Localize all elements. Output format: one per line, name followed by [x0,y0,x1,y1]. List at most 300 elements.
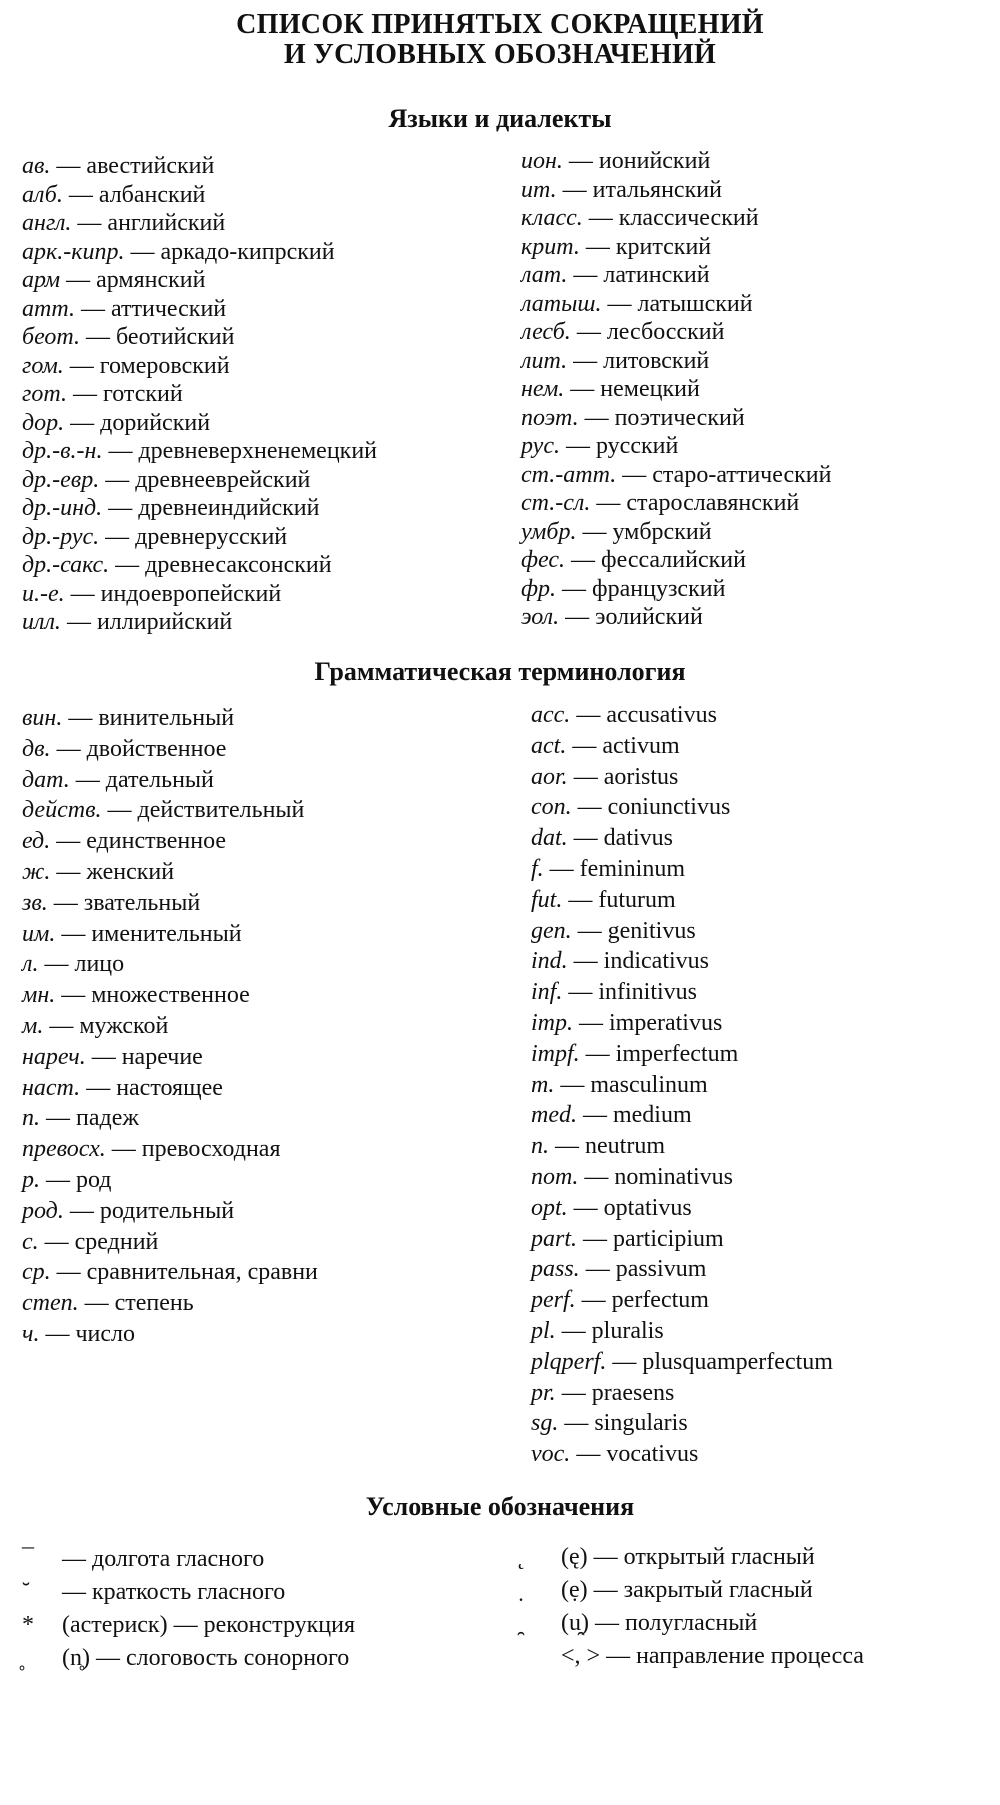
meaning: perfectum [611,1287,709,1314]
abbreviation-entry [531,1162,833,1193]
meaning: иллирийский [96,609,233,635]
meaning: литовский [603,347,710,374]
dash-separator: — [63,352,100,379]
abbreviation-entry [22,1227,318,1258]
abbreviation-entry [22,152,377,181]
dash-separator: — [562,886,599,913]
meaning: род [76,1166,112,1193]
abbreviation-entry [22,980,318,1011]
abbreviation-entry [22,266,377,295]
symbol-entry [521,1640,864,1673]
dash-separator: — [578,1163,615,1190]
abbreviation-entry [531,1224,833,1255]
abbreviation-entry [22,1011,318,1042]
dash-separator: — [567,262,604,288]
languages-list-left [22,152,377,637]
abbreviation-entry [521,404,831,433]
dash-separator: — [102,438,139,464]
abbreviation: pass. [531,1256,580,1283]
abbreviation: лит. [521,347,568,374]
meaning: армянский [96,267,206,293]
abbreviation: лесб. [521,319,571,345]
meaning: pluralis [591,1317,664,1344]
abbreviation: гот. [22,381,67,407]
abbreviation: им. [22,920,56,947]
page-title [0,10,1000,70]
symbols-list-left [22,1543,355,1675]
abbreviation: m. [531,1071,555,1098]
dash-separator: — [102,495,139,521]
dash-separator: — [562,979,599,1006]
meaning: авестийский [86,153,215,179]
abbreviation: нареч. [22,1043,86,1070]
abbreviation-entry [521,261,831,290]
abbreviation-entry [521,546,831,575]
abbreviation-entry [22,1103,318,1134]
abbreviation-entry [531,1439,833,1470]
abbreviation-entry [521,489,831,518]
dash-separator: — [601,290,638,317]
meaning: число [75,1320,135,1347]
meaning: древнерусский [135,523,288,550]
abbreviation: нем. [521,376,565,402]
meaning: готский [103,381,183,407]
dash-separator: — [74,295,111,322]
dash-separator: — [565,547,602,573]
dash-separator: — [576,518,613,545]
dash-separator: — [571,917,608,944]
dash-separator: — [570,702,607,728]
abbreviation-entry [22,1257,318,1288]
abbreviation-entry [22,795,318,826]
dash-separator: — [40,1105,76,1132]
dash-separator: — [50,735,87,762]
abbreviation-entry [531,946,833,977]
meaning: мужской [79,1012,169,1039]
abbreviation-entry [531,1131,833,1162]
meaning: aoristus [603,763,679,790]
abbreviation: ч. [22,1320,40,1347]
abbreviation: мн. [22,982,56,1009]
abbreviation: м. [22,1012,44,1039]
abbreviation-entry [22,1165,318,1196]
abbreviation: fut. [531,886,563,913]
dash-separator: — [576,1102,613,1129]
abbreviation: ж. [22,858,51,885]
abbreviation: рус. [521,433,560,459]
symbol-mark: ˘ [22,1579,30,1605]
abbreviation-entry [521,147,831,176]
abbreviation-entry [521,204,831,233]
meaning: беотийский [116,324,235,350]
page-title-line-2: И УСЛОВНЫХ ОБОЗНАЧЕНИЙ [283,39,717,70]
abbreviation: латыш. [521,290,602,317]
abbreviation-entry [531,885,833,916]
dash-separator: — [562,148,599,174]
abbreviation-entry [531,1039,833,1070]
dash-separator: — [556,176,593,203]
dash-separator: — [549,1133,585,1160]
languages-heading: Языки и диалекты [388,104,612,133]
abbreviation: voc. [531,1441,571,1468]
abbreviation-entry [22,919,318,950]
abbreviation-entry [531,762,833,793]
abbreviation-entry [22,352,377,381]
dash-separator: — [575,1287,612,1314]
abbreviation: aor. [531,763,568,790]
meaning: классический [618,205,759,231]
abbreviation-entry [22,734,318,765]
dash-separator: — [606,1348,643,1375]
dash-separator: — [62,181,99,208]
symbol-entry [22,1609,355,1642]
abbreviation-entry [531,1347,833,1378]
meaning: звательный [83,889,201,916]
abbreviation: ед. [22,828,51,855]
meaning: singularis [594,1410,688,1437]
meaning: plusquamperfectum [642,1348,833,1375]
dash-separator: — [55,982,92,1009]
meaning: — долгота гласного [62,1546,265,1572]
meaning: optativus [603,1194,692,1221]
symbol-mark [521,1541,555,1574]
symbol-entry [521,1607,864,1640]
abbreviation-entry [22,1288,318,1319]
abbreviation-entry [531,700,833,731]
abbreviation-entry [531,1100,833,1131]
abbreviation: др.-сакс. [22,552,110,578]
abbreviation-entry [531,1378,833,1409]
symbol-mark [521,1574,555,1607]
dash-separator: — [101,797,138,824]
dash-separator: — [55,920,92,947]
abbreviation-entry [521,347,831,376]
abbreviation: ав. [22,153,51,179]
meaning: винительный [98,705,235,731]
symbol-mark [22,1642,56,1675]
abbreviation: лат. [521,262,568,288]
abbreviation-entry [22,494,377,523]
dash-separator: — [558,1410,595,1437]
meaning: (ẹ) — закрытый гласный [561,1577,813,1603]
abbreviation-entry [521,575,831,604]
abbreviation-entry [521,461,831,490]
meaning: дорийский [100,409,211,436]
dash-separator: — [62,705,99,731]
abbreviation-entry [22,209,377,238]
abbreviation: англ. [22,210,72,236]
abbreviation-entry [22,466,377,495]
page-title-line-1: СПИСОК ПРИНЯТЫХ СОКРАЩЕНИЙ [236,9,764,40]
dash-separator: — [71,210,108,236]
abbreviation-entry [22,949,318,980]
abbreviation: класс. [521,205,583,231]
abbreviation-entry [22,323,377,352]
abbreviation: perf. [531,1287,576,1314]
abbreviation: эол. [521,604,560,630]
dash-separator: — [567,763,604,790]
meaning: русский [596,433,679,459]
abbreviation: ит. [521,176,557,203]
abbreviation-entry [22,409,377,438]
meaning: indicativus [603,948,709,975]
abbreviation: алб. [22,181,63,208]
abbreviation: n. [531,1133,549,1160]
dash-separator: — [80,1074,117,1101]
abbreviation-entry [22,523,377,552]
dash-separator: — [60,267,97,293]
meaning: индоевропейский [100,580,282,607]
meaning: лесбосский [606,319,725,345]
abbreviation: др.-евр. [22,466,100,493]
abbreviation: imp. [531,1009,573,1036]
abbreviation: поэт. [521,404,579,431]
abbreviation: р. [22,1166,40,1193]
meaning: умбрский [612,518,712,545]
abbreviation: крит. [521,233,580,260]
meaning: немецкий [600,376,700,402]
abbreviation-entry [521,233,831,262]
meaning: accusativus [606,702,717,728]
dash-separator: — [38,1228,75,1255]
abbreviation: ион. [521,148,563,174]
meaning: падеж [76,1105,139,1132]
dash-separator: — [40,1166,76,1193]
grammar-list-left [22,703,318,1350]
abbreviation: acc. [531,702,571,728]
dash-separator: — [78,1290,115,1317]
abbreviation: part. [531,1225,578,1252]
meaning: степень [114,1290,194,1317]
abbreviation-entry [22,238,377,267]
meaning: masculinum [590,1071,708,1098]
meaning: genitivus [607,917,696,944]
dash-separator: — [60,609,97,635]
dash-separator: — [124,238,161,265]
abbreviation: действ. [22,797,102,824]
meaning: (ę) — открытый гласный [561,1544,815,1570]
abbreviation: opt. [531,1194,568,1221]
dash-separator: — [579,233,616,260]
abbreviation: вин. [22,705,63,731]
abbreviation: и.-е. [22,580,65,607]
meaning: французский [592,575,726,602]
abbreviation: арк.-кипр. [22,238,125,265]
dash-separator: — [590,490,627,516]
meaning: praesens [591,1379,675,1406]
meaning: — краткость гласного [62,1579,286,1605]
dash-separator: — [63,1197,100,1224]
abbreviation-entry [531,1408,833,1439]
abbreviation: фес. [521,547,566,573]
abbreviation-entry [521,318,831,347]
dash-separator: — [567,347,604,374]
abbreviation-entry [22,1134,318,1165]
dash-separator: — [570,319,607,345]
abbreviation: f. [531,855,544,882]
meaning: женский [86,858,175,885]
meaning: наречие [121,1043,203,1070]
abbreviation-entry [22,765,318,796]
abbreviation-entry [22,380,377,409]
abbreviation: ind. [531,948,568,975]
dash-separator: — [567,1194,604,1221]
dash-separator: — [564,376,601,402]
abbreviation: степ. [22,1290,79,1317]
abbreviation: беот. [22,324,81,350]
abbreviation-entry [521,603,831,632]
meaning: родительный [99,1197,235,1224]
abbreviation-entry [22,1073,318,1104]
symbol-entry [22,1642,355,1675]
dash-separator: — [578,404,615,431]
symbol-mark: ¯ [22,1546,34,1572]
meaning: nominativus [614,1163,734,1190]
meaning: passivum [615,1256,707,1283]
abbreviation: dat. [531,825,568,852]
dash-separator: — [109,552,146,578]
dash-separator: — [555,1379,592,1406]
dash-separator: — [67,381,103,407]
abbreviation-entry [22,703,318,734]
abbreviation-entry [531,854,833,885]
symbol-entry [521,1574,864,1607]
symbol-mark [521,1607,555,1640]
abbreviation: др.-инд. [22,495,103,521]
meaning: аттический [110,295,227,322]
symbol-entry [22,1543,355,1576]
meaning: coniunctivus [607,794,731,821]
meaning: древнеиндийский [138,495,320,521]
abbreviation-entry [22,1196,318,1227]
abbreviation-entry [531,1285,833,1316]
abbreviation: act. [531,732,567,759]
abbreviation: др.-в.-н. [22,438,103,464]
abbreviation: ст.-сл. [521,490,591,516]
dash-separator: — [85,1043,122,1070]
abbreviation-entry [531,731,833,762]
grammar-heading: Грамматическая терминология [314,657,686,686]
abbreviation: inf. [531,979,563,1006]
meaning: activum [602,732,680,759]
meaning: именительный [91,920,242,947]
abbreviation-entry [22,888,318,919]
meaning: эолийский [595,604,703,630]
abbreviation-entry [22,437,377,466]
languages-list-right [521,147,831,632]
meaning: дательный [105,766,214,793]
meaning: албанский [98,181,206,208]
meaning: старославянский [626,490,800,516]
abbreviation: гом. [22,352,64,379]
abbreviation-entry [22,580,377,609]
dash-separator: — [50,153,87,179]
abbreviation: nom. [531,1163,579,1190]
abbreviation: ст.-атт. [521,461,617,488]
meaning: сравнительная, сравни [86,1259,318,1286]
dash-separator: — [579,1256,616,1283]
abbreviation: дор. [22,409,65,436]
meaning: infinitivus [598,979,698,1006]
meaning: критский [615,233,712,260]
meaning: futurum [598,886,676,913]
meaning: (астериск) — реконструкция [62,1612,356,1638]
meaning: латышский [637,290,753,317]
abbreviation-entry [531,1070,833,1101]
abbreviation-entry [22,181,377,210]
dash-separator: — [566,732,603,759]
abbreviation: pl. [531,1317,556,1344]
meaning: английский [107,210,226,236]
abbreviation-entry [531,1316,833,1347]
meaning: действительный [137,797,305,824]
meaning: поэтический [614,404,745,431]
meaning: imperativus [609,1009,723,1036]
dash-separator: — [105,1136,142,1163]
meaning: гомеровский [99,352,230,379]
meaning: (n̥) — слоговость сонорного [62,1645,350,1671]
dash-separator: — [554,1071,591,1098]
abbreviation-entry [22,295,377,324]
abbreviation: илл. [22,609,61,635]
meaning: настоящее [116,1074,223,1101]
meaning: двойственное [86,735,227,762]
abbreviation-entry [531,1008,833,1039]
abbreviation: pr. [531,1379,556,1406]
symbol-mark: * [22,1612,34,1638]
abbreviation-entry [531,792,833,823]
meaning: средний [74,1228,159,1255]
meaning: древнееврейский [135,466,311,493]
abbreviation-entry [521,518,831,547]
dash-separator: — [69,766,106,793]
abbreviation: plqperf. [531,1348,607,1375]
abbreviation: п. [22,1105,40,1132]
meaning: превосходная [141,1136,281,1163]
dash-separator: — [50,828,87,855]
dash-separator: — [559,604,596,630]
dash-separator: — [582,205,619,231]
abbreviation: дв. [22,735,51,762]
symbols-list-right [521,1541,864,1673]
meaning: древнесаксонский [145,552,332,578]
abbreviation: атт. [22,295,75,322]
abbreviation-entry [22,1042,318,1073]
dash-separator: — [543,855,580,882]
dash-separator: — [571,794,608,821]
meaning: imperfectum [615,1040,739,1067]
dash-separator: — [50,858,87,885]
abbreviation-entry [22,608,377,637]
meaning: femininum [579,855,685,882]
dash-separator: — [616,461,653,488]
abbreviation: impf. [531,1040,580,1067]
abbreviation-entry [521,375,831,404]
dash-separator: — [573,1009,609,1036]
abbreviation: арм [22,267,61,293]
abbreviation-entry [521,176,831,205]
meaning: старо-аттический [652,461,832,488]
dash-separator: — [556,575,593,602]
grammar-list-right [531,700,833,1470]
meaning: neutrum [585,1133,665,1160]
abbreviation: умбр. [521,518,577,545]
dash-separator: — [555,1317,592,1344]
abbreviation-entry [531,916,833,947]
abbreviation: con. [531,794,572,821]
meaning: единственное [86,828,227,855]
abbreviation: gen. [531,917,572,944]
